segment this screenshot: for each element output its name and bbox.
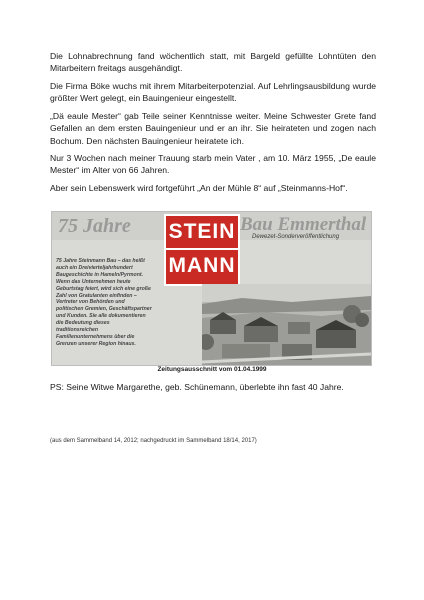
clipping-caption: Zeitungsausschnitt vom 01.04.1999	[157, 366, 267, 373]
aerial-photo	[202, 284, 371, 365]
paragraph-legacy: Aber sein Lebenswerk wird fortgeführt „An der Mühle 8“ auf „Steinmanns-Hof“.	[50, 183, 348, 193]
paragraph-company-growth: Die Firma Böke wuchs mit ihrem Mitarbeiterpotenzial. Auf Lehrlingsausbildung wurde größter Wert gelegt, ein Bauingenieur eingestellt.	[50, 81, 376, 104]
paragraph-master-knowledge: „Dä eaule Mester“ gab Teile seiner Kenntnisse weiter. Meine Schwester Grete fand Gefallen an dem ersten Bauingenieur und er an ihr. Sie heirateten und zogen nach Bochum. Den nächsten Bauingenieur heiratete ich.	[50, 111, 376, 146]
newspaper-clipping	[51, 211, 372, 366]
steinmann-logo	[164, 214, 240, 286]
source-note: (aus dem Sammelband 14, 2012; nachgedruckt im Sammelband 18/14, 2017)	[50, 438, 257, 444]
paragraph-father-death: Nur 3 Wochen nach meiner Trauung starb mein Vater , am 10. März 1955, „De eaule Mester“ im Alter von 66 Jahren.	[50, 153, 376, 176]
clipping-body-text: 75 Jahre Steinmann Bau – das heißt auch ein Dreivierteljahrhundert Baugeschichte in Hameln/Pyrmont. Wenn das Unternehmen heute Geburtstag feiert, wird sich eine große Zahl von Gratulanten einfinden – Vertreter von Behörden und politischen Gremien, Geschäftspartner und Kunden. Sie alle dokumentieren die Bedeutung dieses traditionsreichen Familienunternehmens über die Grenzen unserer Region hinaus.	[56, 258, 152, 347]
clipping-title-right: Bau Emmerthal	[240, 214, 367, 235]
logo-text-mann: MANN	[168, 254, 236, 277]
clipping-subtitle: Dewezet-Sonderveröffentlichung	[252, 234, 340, 240]
postscript: PS: Seine Witwe Margarethe, geb. Schünemann, überlebte ihn fast 40 Jahre.	[50, 382, 344, 392]
clipping-title-left: 75 Jahre	[58, 215, 131, 237]
logo-text-stein: STEIN	[168, 220, 236, 243]
paragraph-payroll: Die Lohnabrechnung fand wöchentlich statt, mit Bargeld gefüllte Lohntüten den Mitarbeitern freitags ausgehändigt.	[50, 51, 376, 74]
